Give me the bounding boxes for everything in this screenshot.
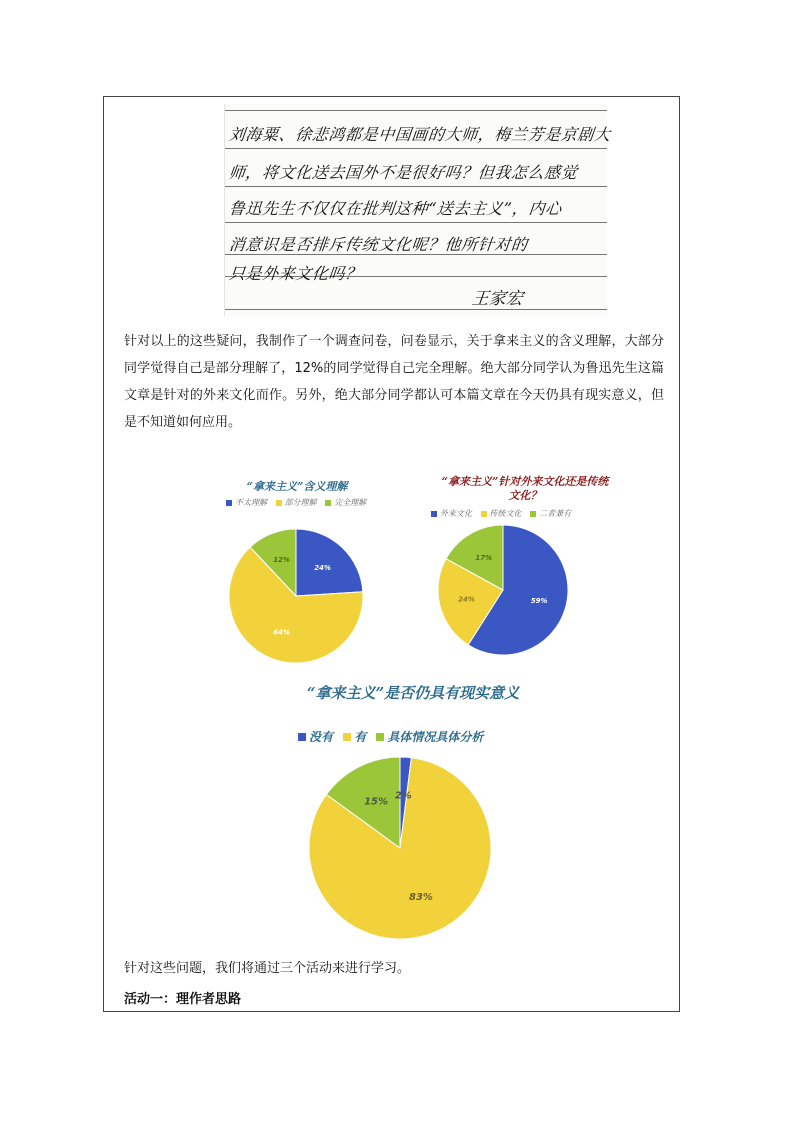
chart1-legend-2: 部分理解 [284,498,317,507]
pie-data-label-1: 2% [394,790,412,802]
legend-swatch-yellow [276,500,282,506]
chart2-legend-2: 传统文化 [489,509,522,518]
chart1-title: “拿来主义”含义理解 [246,480,348,493]
pie-data-label-1: 24% [314,564,331,573]
handwritten-note [224,104,612,316]
handwriting-line-2: 师，将文化送去国外不是很好吗？但我怎么感觉 [227,163,579,182]
legend-swatch-yellow [343,733,351,741]
legend-swatch-blue [226,500,232,506]
pie-data-label-3: 17% [475,553,493,562]
chart3-legend-2: 有 [354,730,367,744]
pie-data-label-2: 24% [458,595,475,604]
legend-swatch-green [376,733,384,741]
chart1-legend-1: 不太理解 [235,498,267,507]
pie-data-label-3: 15% [364,796,389,808]
pie-data-label-2: 64% [273,628,291,637]
chart1-pie [228,528,364,664]
legend-swatch-green [530,511,536,517]
chart3-legend-1: 没有 [309,730,334,744]
chart2-title: “拿来主义”针对外来文化还是传统文化？ [441,475,609,502]
handwriting-line-1: 刘海粟、徐悲鸿都是中国画的大师，梅兰芳是京剧大 [227,125,612,144]
handwriting-line-5: 只是外来文化吗？ [227,264,363,283]
chart3-title: “拿来主义”是否仍具有现实意义 [306,684,520,702]
closing-text: 针对这些问题，我们将通过三个活动来进行学习。 [124,961,411,976]
chart2-legend-3: 二者兼有 [539,509,572,518]
pie-slice-1 [296,529,363,596]
pie-data-label-2: 83% [408,891,433,903]
legend-swatch-blue [298,733,306,741]
chart3-legend-3: 具体情况具体分析 [387,730,484,744]
chart3-pie [308,756,492,940]
legend-swatch-yellow [481,511,487,517]
chart2-legend-1: 外来文化 [440,509,472,518]
pie-data-label-1: 59% [530,596,548,605]
chart2-legend [425,508,571,519]
handwriting-line-3: 鲁迅先生不仅仅在批判这种“送去主义”，内心 [227,199,563,218]
activity-heading: 活动一：理作者思路 [124,992,242,1007]
chart2-pie [437,524,569,656]
chart1-legend [220,497,366,508]
legend-swatch-green [325,500,331,506]
chart3-legend [292,728,483,745]
legend-swatch-blue [431,511,437,517]
handwriting-line-4: 消意识是否排斥传统文化呢？他所针对的 [227,235,529,254]
survey-paragraph: 针对以上的这些疑问，我制作了一个调查问卷，问卷显示，关于拿来主义的含义理解，大部分同学觉得自己是部分理解了，12%的同学觉得自己完全理解。绝大部分同学认为鲁迅先生这篇文章是针对的外来文化而作。另外，绝大部分同学都认可本篇文章在今天仍具有现实意义，但是不知道如何应用。 [124,334,664,430]
handwriting-signature: 王家宏 [470,289,524,309]
pie-data-label-3: 12% [273,556,291,565]
chart1-legend-3: 完全理解 [334,498,367,507]
